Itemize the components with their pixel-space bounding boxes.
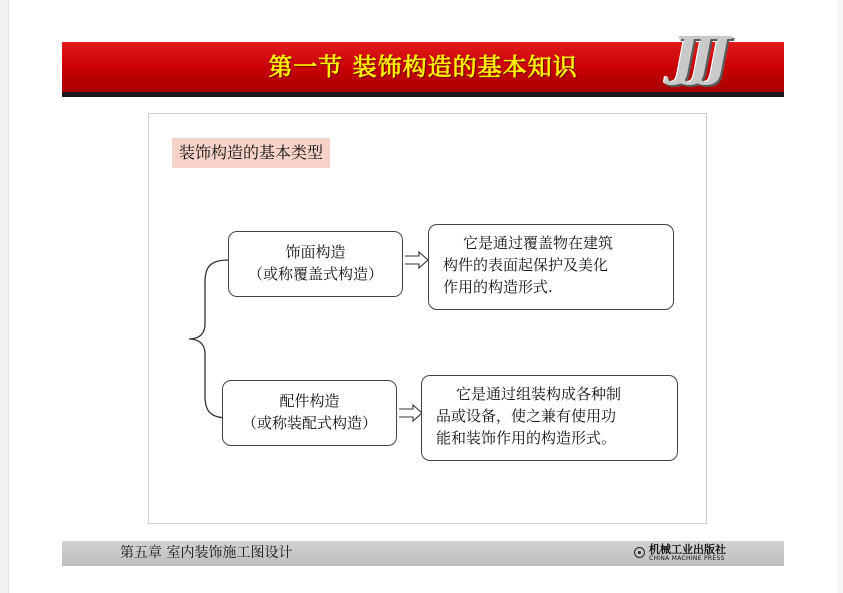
jjj-logo-icon: JJJ xyxy=(672,26,722,87)
header-underline xyxy=(62,92,784,97)
type-desc-line: 作用的构造形式. xyxy=(443,278,553,296)
slide-title: 第一节 装饰构造的基本知识 xyxy=(268,53,578,81)
footer-bar xyxy=(62,541,784,566)
type-name-line2: （或称覆盖式构造） xyxy=(247,265,383,283)
type-desc-line: 它是通过覆盖物在建筑 xyxy=(463,234,614,252)
publisher-name-cn: 机械工业出版社 xyxy=(649,543,726,556)
content-panel xyxy=(148,113,707,524)
right-margin-strip xyxy=(837,0,843,593)
type-name-line1: 配件构造 xyxy=(279,392,340,410)
type-desc-line: 它是通过组装构成各种制 xyxy=(456,385,622,403)
section-subtitle: 装饰构造的基本类型 xyxy=(172,138,330,168)
publisher-name-en: CHINA MACHINE PRESS xyxy=(649,555,725,562)
left-margin-strip xyxy=(0,0,9,593)
arrow-right-icon xyxy=(404,250,430,270)
type-desc-box-1 xyxy=(428,224,674,310)
type-desc-line: 构件的表面起保护及美化 xyxy=(443,256,609,274)
chapter-label: 第五章 室内装饰施工图设计 xyxy=(120,545,293,561)
publisher-circle-icon xyxy=(634,547,645,558)
type-name-line1: 饰面构造 xyxy=(285,243,346,261)
type-name-box-2 xyxy=(222,380,397,446)
type-name-box-1 xyxy=(228,231,403,297)
type-name-line2: （或称装配式构造） xyxy=(241,414,377,432)
type-desc-line: 品或设备，使之兼有使用功 xyxy=(436,407,617,425)
type-desc-box-2 xyxy=(421,375,678,461)
type-desc-line: 能和装饰作用的构造形式。 xyxy=(436,429,617,447)
